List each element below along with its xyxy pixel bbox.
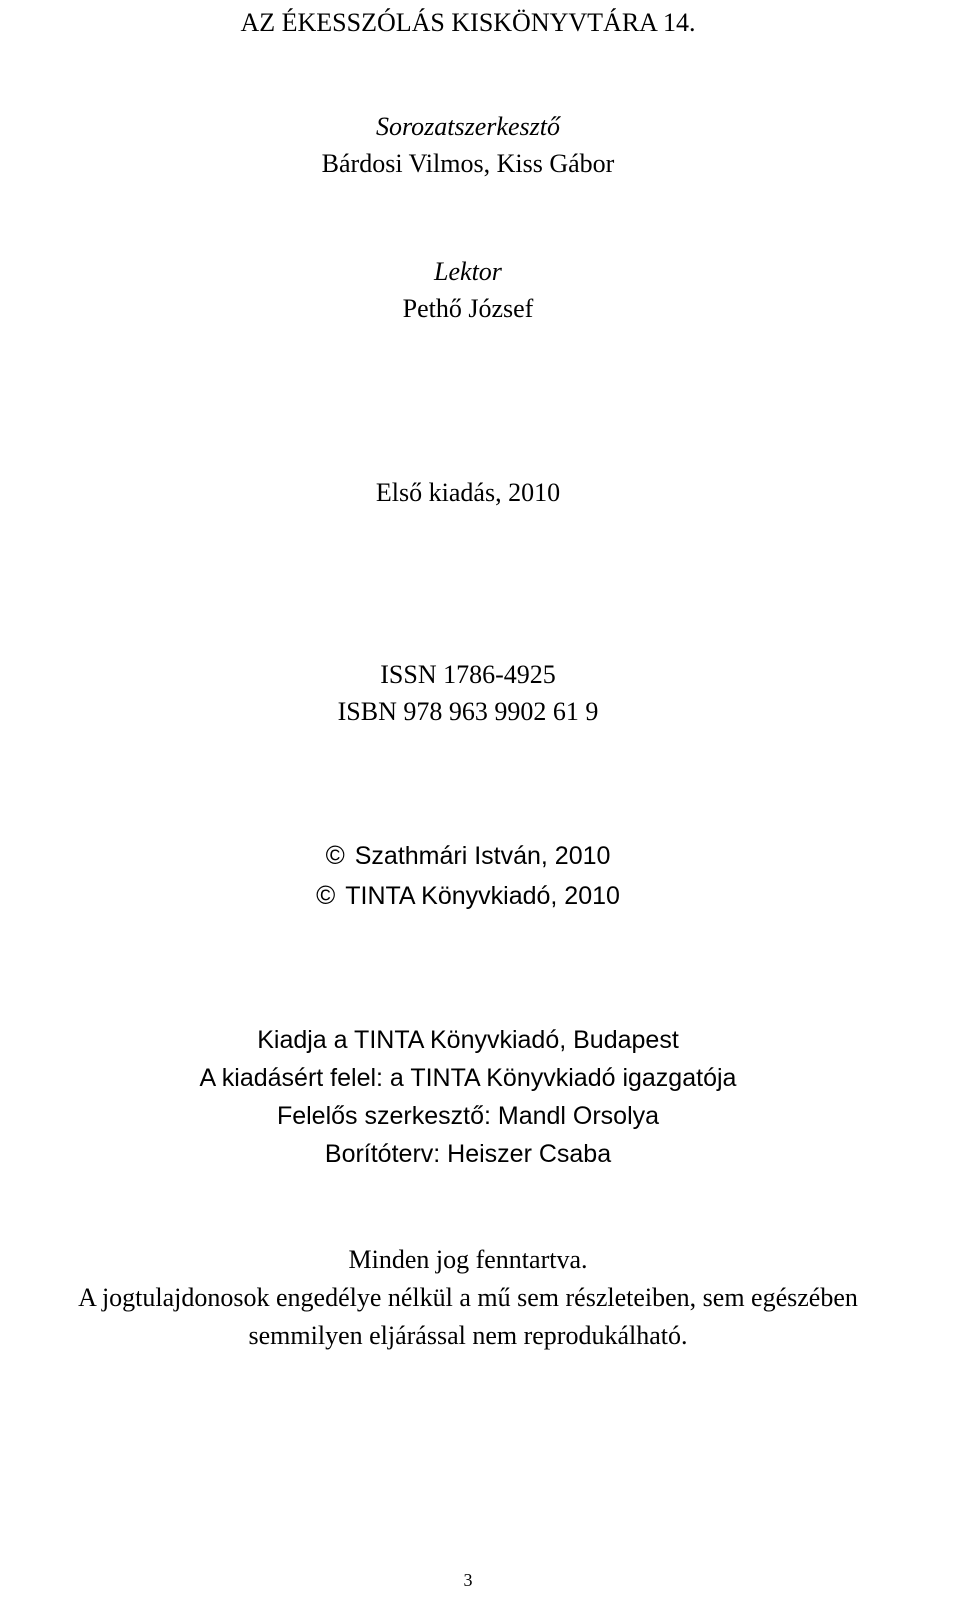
copyright-line-author [0, 838, 936, 873]
cover-design-line: Borítóterv: Heiszer Csaba [324, 1140, 612, 1168]
copyright-publisher-text: TINTA Könyvkiadó, 2010 [345, 882, 620, 910]
responsible-editor-line: Felelős szerkesztő: Mandl Orsolya [276, 1102, 660, 1130]
rights-permission: A jogtulajdonosok engedélye nélkül a mű sem részleteiben, sem egészében [78, 1283, 858, 1312]
copyright-line-publisher [0, 878, 936, 913]
series-editor-names: Bárdosi Vilmos, Kiss Gábor [321, 149, 615, 178]
rights-reserved: Minden jog fenntartva. [348, 1245, 588, 1274]
edition-info: Első kiadás, 2010 [375, 478, 561, 507]
copyright-author-text: Szathmári István, 2010 [354, 842, 611, 870]
page-number: 3 [463, 1570, 473, 1590]
series-title: AZ ÉKESSZÓLÁS KISKÖNYVTÁRA 14. [240, 8, 696, 37]
reviewer-name: Pethő József [402, 294, 534, 323]
publisher-line: Kiadja a TINTA Könyvkiadó, Budapest [257, 1026, 679, 1054]
isbn: ISBN 978 963 9902 61 9 [337, 697, 599, 726]
reviewer-label: Lektor [434, 257, 502, 286]
responsible-publisher-line: A kiadásért felel: a TINTA Könyvkiadó igazgatója [199, 1064, 737, 1092]
issn: ISSN 1786-4925 [380, 660, 556, 689]
rights-reproduction: semmilyen eljárással nem reprodukálható. [248, 1321, 688, 1350]
copyright-symbol: © [325, 840, 345, 870]
series-editor-label: Sorozatszerkesztő [376, 112, 560, 141]
copyright-symbol: © [316, 880, 336, 910]
